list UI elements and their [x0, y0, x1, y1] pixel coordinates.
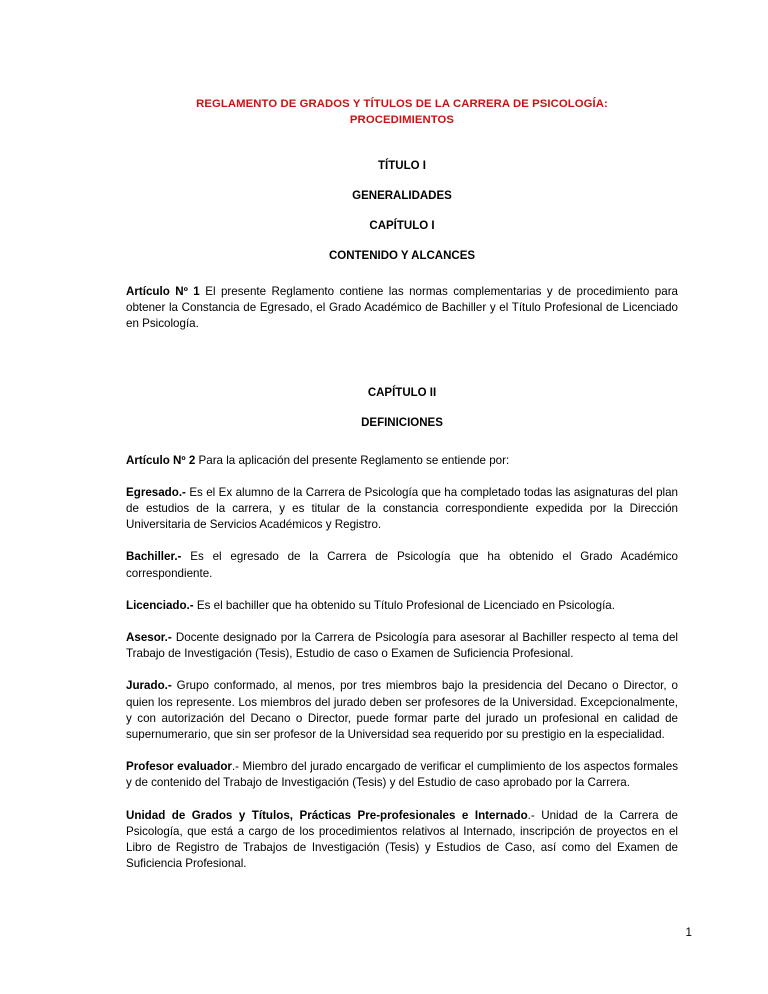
definition-asesor: [126, 630, 678, 662]
definition-text: Es el bachiller que ha obtenido su Título Profesional de Licenciado en Psicología.: [193, 598, 615, 612]
articulo-1-text: El presente Reglamento contiene las normas complementarias y de procedimiento para obtener la Constancia de Egresado, el Grado Académico de Bachiller y el Título Profesional de Licenciado en Psicología.: [126, 285, 679, 331]
definition-bachiller: [126, 549, 678, 581]
articulo-2-text: Para la aplicación del presente Reglamento se entiende por:: [195, 453, 510, 467]
definition-text: .- Unidad de la Carrera de Psicología, que está a cargo de los procedimientos relativos al Internado, inscripción de proyectos en el Libro de Registro de Trabajos de Investigación (Tesis) y Estudios de Caso, así como del Examen de Suficiencia Profesional.: [126, 808, 678, 871]
definition-term: Asesor.-: [126, 631, 172, 645]
definition-text: .- Miembro del jurado encargado de verificar el cumplimiento de los aspectos formales y de contenido del Trabajo de Investigación (Tesis) y del Estudio de caso aprobado por la Carrera.: [126, 760, 679, 790]
definition-unidad-de-grados-y-titulos: [126, 808, 678, 873]
definition-text: Grupo conformado, al menos, por tres miembros bajo la presidencia del Decano o Director, o quien los represente. Los miembros del jurado deben ser profesores de la Universidad. Excepcionalmente, y con autorización del Decano o Director, puede formar parte del jurado un profesional en calidad de supernumerario, que sin ser profesor de la Universidad sea requerido por su prestigio en la especialidad.: [126, 679, 678, 742]
articulo-2-label: Artículo Nº 2: [126, 453, 196, 467]
articulo-1-label: Artículo Nº 1: [126, 285, 200, 298]
definition-profesor-evaluador: [126, 759, 678, 791]
definition-egresado: [126, 485, 678, 534]
definition-term: Profesor evaluador: [126, 760, 232, 774]
definition-text: Es el egresado de la Carrera de Psicología que ha obtenido el Grado Académico correspondiente.: [126, 550, 678, 580]
heading-capitulo-ii: CAPÍTULO II: [367, 386, 437, 399]
document-title-line-1: REGLAMENTO DE GRADOS Y TÍTULOS DE LA CARRERA DE PSICOLOGÍA:: [196, 98, 608, 110]
definition-term: Bachiller.-: [126, 550, 182, 564]
definition-text: Docente designado por la Carrera de Psicología para asesorar al Bachiller respecto al tema del Trabajo de Investigación (Tesis), Estudio de caso o Examen de Suficiencia Profesional.: [126, 631, 678, 661]
page-number: 1: [685, 926, 692, 939]
spacer: [126, 431, 678, 453]
document-title: [126, 96, 678, 128]
paragraph-articulo-2: [126, 453, 678, 469]
heading-generalidades: GENERALIDADES: [352, 190, 452, 202]
document-title-line-2: PROCEDIMIENTOS: [349, 114, 455, 126]
definition-term: Unidad de Grados y Títulos, Prácticas Pre-profesionales e Internado: [126, 808, 528, 822]
heading-capitulo-i: CAPÍTULO I: [369, 220, 435, 232]
document-content: [126, 96, 678, 872]
definition-licenciado: [126, 598, 678, 614]
definition-jurado: [126, 678, 678, 743]
definition-text: Es el Ex alumno de la Carrera de Psicología que ha completado todas las asignaturas del plan de estudios de la carrera, y es titular de la constancia correspondiente expedida por la Dirección Universitaria de Servicios Académicos y Registro.: [126, 485, 678, 532]
heading-contenido-y-alcances: CONTENIDO Y ALCANCES: [328, 250, 476, 262]
definition-term: Licenciado.-: [126, 598, 194, 612]
definition-term: Egresado.-: [126, 485, 186, 499]
spacer: [126, 264, 678, 284]
paragraph-articulo-1: [126, 284, 678, 333]
definition-term: Jurado.-: [126, 679, 172, 693]
heading-titulo-i: TÍTULO I: [378, 160, 426, 172]
heading-definiciones: DEFINICIONES: [361, 416, 443, 429]
spacer: [126, 128, 678, 158]
spacer: [126, 349, 678, 385]
